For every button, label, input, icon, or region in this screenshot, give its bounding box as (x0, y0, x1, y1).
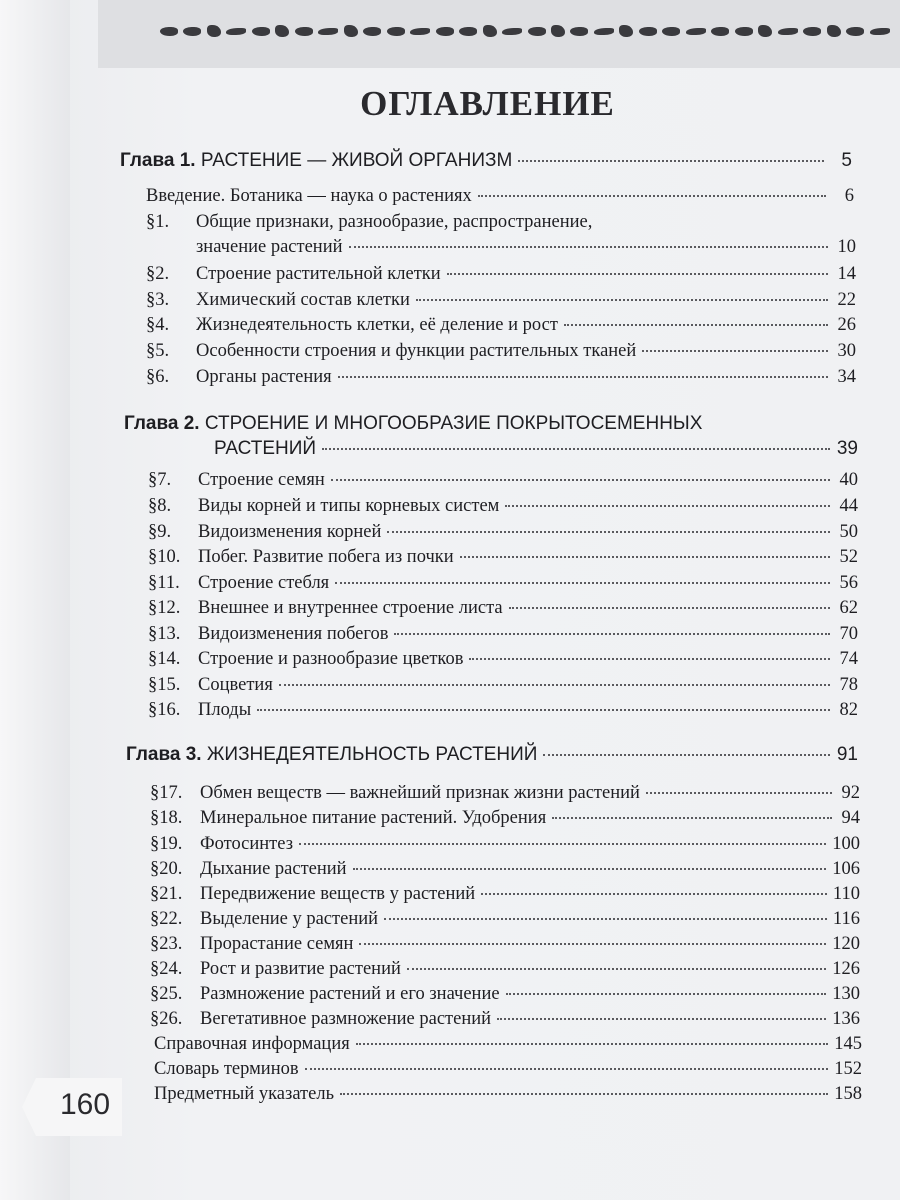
toc-entry[interactable]: §8. Виды корней и типы корневых систем 44 (148, 496, 858, 516)
toc-entry[interactable]: §18. Минеральное питание растений. Удобрения 94 (150, 808, 860, 828)
toc-entry[interactable]: §5. Особенности строения и функции растительных тканей 30 (146, 341, 856, 361)
toc-entry[interactable]: §24. Рост и развитие растений 126 (150, 959, 860, 979)
toc-entry[interactable]: §14. Строение и разнообразие цветков 74 (148, 649, 858, 669)
toc-entry-line1[interactable]: §1. Общие признаки, разнообразие, распространение, (146, 212, 593, 232)
toc-entry[interactable]: §6. Органы растения 34 (146, 367, 856, 387)
toc-entry[interactable]: §11. Строение стебля 56 (148, 573, 858, 593)
chapter-3-heading[interactable]: Глава 3. ЖИЗНЕДЕЯТЕЛЬНОСТЬ РАСТЕНИЙ 91 (126, 744, 858, 765)
page-title: ОГЛАВЛЕНИЕ (360, 84, 615, 123)
toc-appendix-entry[interactable]: Словарь терминов 152 (154, 1059, 862, 1079)
toc-entry[interactable]: §23. Прорастание семян 120 (150, 934, 860, 954)
toc-entry[interactable]: §17. Обмен веществ — важнейший признак жизни растений 92 (150, 783, 860, 803)
chapter-2-heading-cont[interactable]: РАСТЕНИЙ 39 (214, 438, 858, 459)
toc-entry[interactable]: §26. Вегетативное размножение растений 136 (150, 1009, 860, 1029)
page-number: 160 (60, 1088, 111, 1121)
toc-entry[interactable]: §7. Строение семян 40 (148, 470, 858, 490)
toc-entry[interactable]: §22. Выделение у растений 116 (150, 909, 860, 929)
toc-entry[interactable]: §10. Побег. Развитие побега из почки 52 (148, 547, 858, 567)
toc-entry[interactable]: §21. Передвижение веществ у растений 110 (150, 884, 860, 904)
toc-entry[interactable]: §12. Внешнее и внутреннее строение листа 62 (148, 598, 858, 618)
toc-entry[interactable]: §9. Видоизменения корней 50 (148, 522, 858, 542)
toc-entry[interactable]: §15. Соцветия 78 (148, 675, 858, 695)
toc-entry[interactable]: значение растений 10 (196, 237, 856, 257)
toc-entry[interactable]: §2. Строение растительной клетки 14 (146, 264, 856, 284)
chapter-1-heading[interactable]: Глава 1. РАСТЕНИЕ — ЖИВОЙ ОРГАНИЗМ 5 (120, 150, 852, 171)
toc-entry[interactable]: Введение. Ботаника — наука о растениях 6 (146, 186, 854, 206)
toc-entry[interactable]: §16. Плоды 82 (148, 700, 858, 720)
toc-entry[interactable]: §13. Видоизменения побегов 70 (148, 624, 858, 644)
toc-appendix-entry[interactable]: Предметный указатель 158 (154, 1084, 862, 1104)
toc-entry[interactable]: §3. Химический состав клетки 22 (146, 290, 856, 310)
toc-entry[interactable]: §19. Фотосинтез 100 (150, 834, 860, 854)
toc-appendix-entry[interactable]: Справочная информация 145 (154, 1034, 862, 1054)
toc-entry[interactable]: §25. Размножение растений и его значение 130 (150, 984, 860, 1004)
chapter-2-heading[interactable]: Глава 2. СТРОЕНИЕ И МНОГООБРАЗИЕ ПОКРЫТОСЕМЕННЫХ (124, 413, 703, 434)
toc-entry[interactable]: §4. Жизнедеятельность клетки, её деление и рост 26 (146, 315, 856, 335)
toc-entry[interactable]: §20. Дыхание растений 106 (150, 859, 860, 879)
